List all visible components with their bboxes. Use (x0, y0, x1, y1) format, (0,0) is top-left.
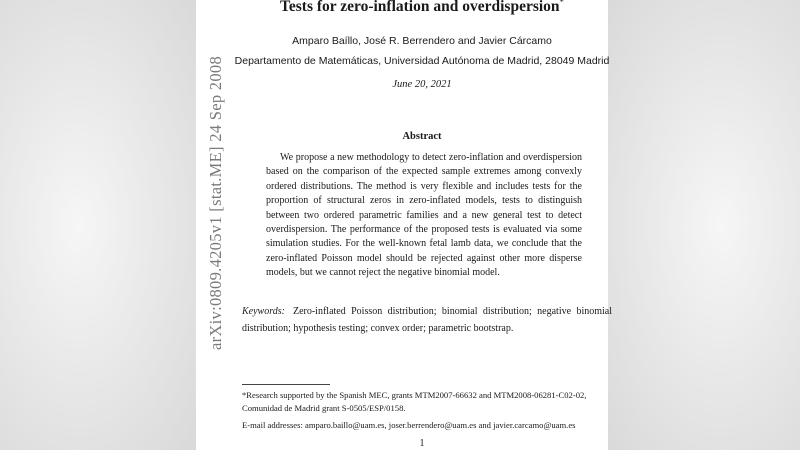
footnote-emails: E-mail addresses: amparo.baillo@uam.es, joser.berrendero@uam.es and javier.carcamo@uam.es (242, 420, 576, 430)
paper-date: June 20, 2021 (392, 79, 452, 90)
background-blur-left (0, 0, 196, 450)
page-number: 1 (419, 438, 425, 449)
affiliation: Departamento de Matemáticas, Universidad Autónoma de Madrid, 28049 Madrid (234, 55, 610, 67)
paper-title (196, 0, 648, 16)
footnote (242, 389, 610, 432)
keywords-text: Zero-inflated Poisson distribution; binomial distribution; negative binomial distribution; hypothesis testing; convex order; parametric bootstrap. (242, 306, 612, 334)
background-blur-right (604, 0, 800, 450)
author-list: Amparo Baíllo, José R. Berrendero and Javier Cárcamo (292, 35, 552, 47)
keywords-label: Keywords: (242, 306, 285, 317)
title-text: Tests for zero-inflation and overdispersion (279, 0, 560, 16)
abstract-heading: Abstract (402, 131, 442, 142)
keywords (242, 304, 612, 337)
arxiv-stamp: arXiv:0809.4205v1 [stat.ME] 24 Sep 2008 (206, 55, 225, 350)
abstract-body: We propose a new methodology to detect zero-inflation and overdispersion based on the comparison of the expected sample extremes among convexly ordered distributions. The method is very flexible and includes tests for the proportion of structural zeros in zero-inflated models, tests to distinguish between two ordered parametric families and a new general test to detect overdispersion. The performance of the proposed tests is evaluated via some simulation studies. For the well-known fetal lamb data, we conclude that the zero-inflated Poisson model should be rejected against other more disperse models, but we cannot reject the negative binomial model. (266, 152, 582, 279)
title-footnote-marker: * (559, 0, 565, 7)
footnote-divider (242, 384, 330, 385)
footnote-funding: *Research supported by the Spanish MEC, grants MTM2007-66632 and MTM2008-06281-C02-02, Comunidad de Madrid grant S-0505/ESP/0158. (242, 390, 587, 413)
